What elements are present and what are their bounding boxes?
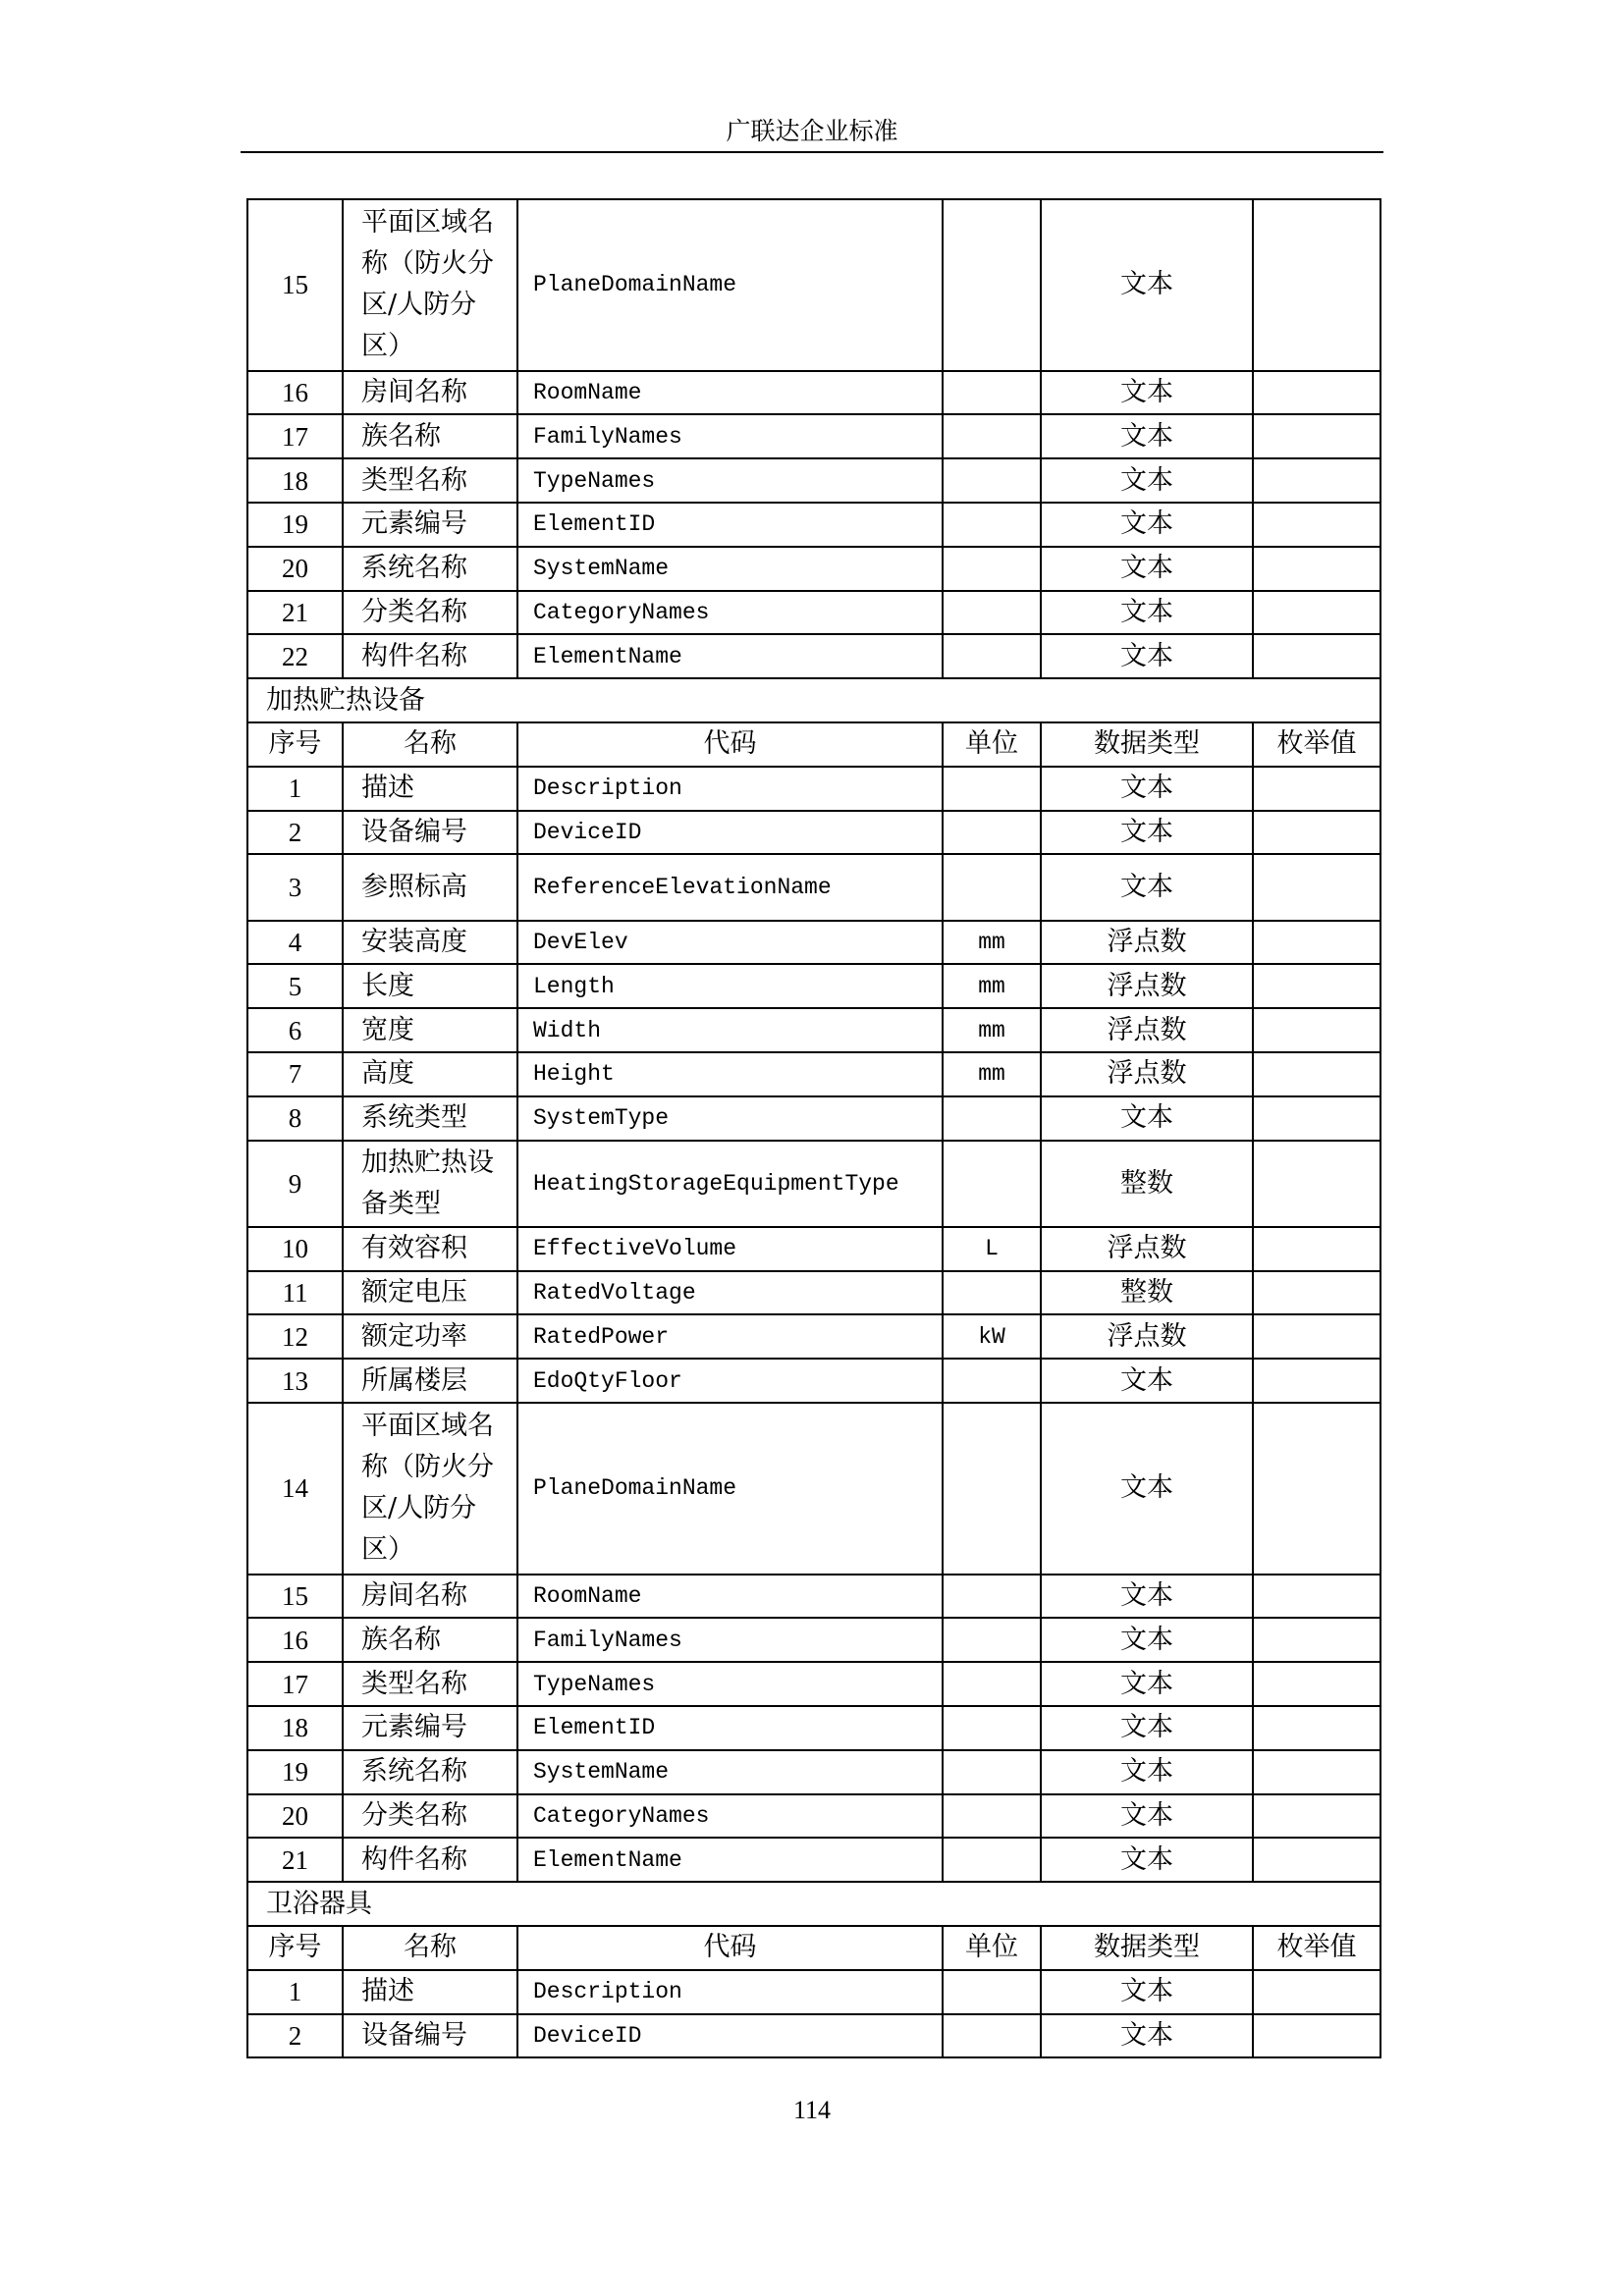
- enum-cell: [1253, 1750, 1380, 1794]
- index-cell: 8: [247, 1096, 343, 1141]
- unit-cell: [943, 199, 1041, 371]
- table-row: [247, 1008, 1380, 1052]
- enum-header: 枚举值: [1253, 722, 1380, 767]
- unit-cell: [943, 767, 1041, 811]
- table-row: [247, 591, 1380, 635]
- index-cell: 2: [247, 2014, 343, 2058]
- enum-cell: [1253, 1970, 1380, 2014]
- unit-cell: [943, 1662, 1041, 1706]
- enum-cell: [1253, 1271, 1380, 1315]
- code-header: 代码: [517, 1926, 943, 1970]
- name-cell: 描述: [343, 1970, 517, 2014]
- enum-cell: [1253, 2014, 1380, 2058]
- unit-cell: [943, 1750, 1041, 1794]
- name-cell: 宽度: [343, 1008, 517, 1052]
- table-row: [247, 964, 1380, 1008]
- data-type-cell: 文本: [1041, 1838, 1253, 1882]
- name-cell: 分类名称: [343, 1794, 517, 1839]
- unit-cell: [943, 591, 1041, 635]
- table-row: [247, 1271, 1380, 1315]
- unit-cell: L: [943, 1227, 1041, 1271]
- name-cell: 族名称: [343, 1618, 517, 1662]
- table-row: [247, 1706, 1380, 1750]
- data-type-header: 数据类型: [1041, 1926, 1253, 1970]
- section-title: 加热贮热设备: [247, 678, 1380, 722]
- table-row: [247, 1794, 1380, 1839]
- index-cell: 17: [247, 414, 343, 458]
- index-cell: 14: [247, 1403, 343, 1575]
- enum-cell: [1253, 1794, 1380, 1839]
- enum-cell: [1253, 1706, 1380, 1750]
- index-cell: 19: [247, 503, 343, 547]
- code-cell: ElementID: [517, 503, 943, 547]
- name-cell: 有效容积: [343, 1227, 517, 1271]
- unit-cell: [943, 1141, 1041, 1227]
- name-cell: 描述: [343, 767, 517, 811]
- table-row: [247, 1227, 1380, 1271]
- name-header: 名称: [343, 1926, 517, 1970]
- page-header-title: 广联达企业标准: [726, 117, 898, 145]
- table-row: [247, 1403, 1380, 1575]
- table-row: [247, 811, 1380, 855]
- name-cell: 元素编号: [343, 503, 517, 547]
- index-cell: 5: [247, 964, 343, 1008]
- name-cell: 构件名称: [343, 634, 517, 678]
- name-header: 名称: [343, 722, 517, 767]
- name-cell: 所属楼层: [343, 1359, 517, 1403]
- enum-cell: [1253, 854, 1380, 920]
- data-type-cell: 文本: [1041, 1403, 1253, 1575]
- code-cell: RoomName: [517, 1575, 943, 1619]
- data-type-cell: 文本: [1041, 458, 1253, 503]
- code-header: 代码: [517, 722, 943, 767]
- name-cell: 系统名称: [343, 547, 517, 591]
- table-row: [247, 1314, 1380, 1359]
- index-cell: 10: [247, 1227, 343, 1271]
- name-cell: 加热贮热设备类型: [343, 1141, 517, 1227]
- data-type-cell: 文本: [1041, 1618, 1253, 1662]
- page-number: 114: [792, 2096, 832, 2124]
- data-type-cell: 浮点数: [1041, 1008, 1253, 1052]
- code-cell: ElementName: [517, 1838, 943, 1882]
- name-cell: 额定功率: [343, 1314, 517, 1359]
- enum-cell: [1253, 591, 1380, 635]
- table-row: [247, 1618, 1380, 1662]
- index-cell: 13: [247, 1359, 343, 1403]
- index-cell: 11: [247, 1271, 343, 1315]
- index-cell: 1: [247, 767, 343, 811]
- table-row: [247, 547, 1380, 591]
- data-type-cell: 浮点数: [1041, 1227, 1253, 1271]
- name-cell: 系统名称: [343, 1750, 517, 1794]
- data-type-cell: 文本: [1041, 634, 1253, 678]
- name-cell: 房间名称: [343, 371, 517, 415]
- data-type-cell: 文本: [1041, 1794, 1253, 1839]
- data-type-cell: 文本: [1041, 547, 1253, 591]
- data-type-cell: 整数: [1041, 1271, 1253, 1315]
- code-cell: TypeNames: [517, 458, 943, 503]
- index-cell: 17: [247, 1662, 343, 1706]
- enum-cell: [1253, 964, 1380, 1008]
- column-header-row: [247, 1926, 1380, 1970]
- name-cell: 额定电压: [343, 1271, 517, 1315]
- table-row: [247, 458, 1380, 503]
- code-cell: RoomName: [517, 371, 943, 415]
- enum-cell: [1253, 1141, 1380, 1227]
- enum-cell: [1253, 1008, 1380, 1052]
- enum-cell: [1253, 1227, 1380, 1271]
- code-cell: Description: [517, 767, 943, 811]
- index-cell: 15: [247, 1575, 343, 1619]
- enum-cell: [1253, 634, 1380, 678]
- table-row: [247, 371, 1380, 415]
- enum-cell: [1253, 1618, 1380, 1662]
- data-type-cell: 浮点数: [1041, 921, 1253, 965]
- name-cell: 平面区域名称（防火分区/人防分区）: [343, 199, 517, 371]
- code-cell: DeviceID: [517, 811, 943, 855]
- enum-cell: [1253, 1838, 1380, 1882]
- code-cell: ElementName: [517, 634, 943, 678]
- index-cell: 18: [247, 458, 343, 503]
- unit-cell: mm: [943, 1052, 1041, 1096]
- index-header: 序号: [247, 1926, 343, 1970]
- unit-cell: [943, 1096, 1041, 1141]
- code-cell: CategoryNames: [517, 1794, 943, 1839]
- data-type-cell: 文本: [1041, 199, 1253, 371]
- unit-cell: [943, 854, 1041, 920]
- code-cell: TypeNames: [517, 1662, 943, 1706]
- data-table: [246, 198, 1381, 2058]
- code-cell: RatedPower: [517, 1314, 943, 1359]
- code-cell: SystemName: [517, 547, 943, 591]
- name-cell: 设备编号: [343, 811, 517, 855]
- name-cell: 安装高度: [343, 921, 517, 965]
- enum-cell: [1253, 503, 1380, 547]
- index-cell: 6: [247, 1008, 343, 1052]
- enum-cell: [1253, 199, 1380, 371]
- unit-header: 单位: [943, 722, 1041, 767]
- data-type-cell: 浮点数: [1041, 1314, 1253, 1359]
- table-row: [247, 767, 1380, 811]
- table-row: [247, 1096, 1380, 1141]
- index-cell: 12: [247, 1314, 343, 1359]
- code-cell: EffectiveVolume: [517, 1227, 943, 1271]
- index-cell: 4: [247, 921, 343, 965]
- code-cell: DevElev: [517, 921, 943, 965]
- code-cell: Width: [517, 1008, 943, 1052]
- data-type-cell: 浮点数: [1041, 964, 1253, 1008]
- data-type-cell: 文本: [1041, 811, 1253, 855]
- code-cell: SystemType: [517, 1096, 943, 1141]
- unit-cell: [943, 458, 1041, 503]
- table-row: [247, 1750, 1380, 1794]
- data-type-cell: 整数: [1041, 1141, 1253, 1227]
- unit-cell: mm: [943, 1008, 1041, 1052]
- index-cell: 7: [247, 1052, 343, 1096]
- index-cell: 22: [247, 634, 343, 678]
- unit-cell: [943, 1970, 1041, 2014]
- unit-cell: [943, 811, 1041, 855]
- index-cell: 3: [247, 854, 343, 920]
- code-cell: RatedVoltage: [517, 1271, 943, 1315]
- code-cell: CategoryNames: [517, 591, 943, 635]
- name-cell: 系统类型: [343, 1096, 517, 1141]
- index-cell: 16: [247, 1618, 343, 1662]
- index-cell: 2: [247, 811, 343, 855]
- name-cell: 族名称: [343, 414, 517, 458]
- section-title-row: [247, 678, 1380, 722]
- enum-cell: [1253, 1052, 1380, 1096]
- code-cell: FamilyNames: [517, 414, 943, 458]
- enum-cell: [1253, 1575, 1380, 1619]
- table-row: [247, 1141, 1380, 1227]
- index-cell: 15: [247, 199, 343, 371]
- header-rule: [241, 151, 1383, 153]
- name-cell: 分类名称: [343, 591, 517, 635]
- column-header-row: [247, 722, 1380, 767]
- table-body: [247, 199, 1380, 2057]
- index-cell: 1: [247, 1970, 343, 2014]
- table-row: [247, 1662, 1380, 1706]
- unit-cell: [943, 414, 1041, 458]
- section-title: 卫浴器具: [247, 1882, 1380, 1926]
- unit-cell: [943, 1359, 1041, 1403]
- table-row: [247, 1052, 1380, 1096]
- name-cell: 参照标高: [343, 854, 517, 920]
- unit-cell: [943, 634, 1041, 678]
- code-cell: DeviceID: [517, 2014, 943, 2058]
- data-type-cell: 文本: [1041, 1970, 1253, 2014]
- enum-cell: [1253, 1314, 1380, 1359]
- code-cell: ElementID: [517, 1706, 943, 1750]
- section-title-row: [247, 1882, 1380, 1926]
- code-cell: HeatingStorageEquipmentType: [517, 1141, 943, 1227]
- table-row: [247, 1359, 1380, 1403]
- name-cell: 类型名称: [343, 1662, 517, 1706]
- index-cell: 21: [247, 591, 343, 635]
- name-cell: 类型名称: [343, 458, 517, 503]
- name-cell: 长度: [343, 964, 517, 1008]
- unit-cell: [943, 503, 1041, 547]
- unit-header: 单位: [943, 1926, 1041, 1970]
- code-cell: ReferenceElevationName: [517, 854, 943, 920]
- data-type-cell: 文本: [1041, 503, 1253, 547]
- enum-cell: [1253, 1359, 1380, 1403]
- unit-cell: [943, 1575, 1041, 1619]
- index-cell: 21: [247, 1838, 343, 1882]
- index-cell: 20: [247, 1794, 343, 1839]
- enum-cell: [1253, 1662, 1380, 1706]
- name-cell: 房间名称: [343, 1575, 517, 1619]
- enum-cell: [1253, 371, 1380, 415]
- table-row: [247, 1575, 1380, 1619]
- unit-cell: kW: [943, 1314, 1041, 1359]
- enum-cell: [1253, 1096, 1380, 1141]
- unit-cell: [943, 1618, 1041, 1662]
- index-cell: 19: [247, 1750, 343, 1794]
- code-cell: PlaneDomainName: [517, 1403, 943, 1575]
- unit-cell: [943, 1794, 1041, 1839]
- enum-cell: [1253, 547, 1380, 591]
- data-type-cell: 文本: [1041, 854, 1253, 920]
- data-type-cell: 文本: [1041, 767, 1253, 811]
- name-cell: 平面区域名称（防火分区/人防分区）: [343, 1403, 517, 1575]
- name-cell: 高度: [343, 1052, 517, 1096]
- data-type-cell: 文本: [1041, 1575, 1253, 1619]
- table-row: [247, 199, 1380, 371]
- index-cell: 16: [247, 371, 343, 415]
- unit-cell: [943, 1271, 1041, 1315]
- table-row: [247, 1838, 1380, 1882]
- index-cell: 20: [247, 547, 343, 591]
- unit-cell: [943, 1403, 1041, 1575]
- code-cell: Height: [517, 1052, 943, 1096]
- table-row: [247, 634, 1380, 678]
- data-type-cell: 文本: [1041, 371, 1253, 415]
- enum-cell: [1253, 1403, 1380, 1575]
- data-type-cell: 文本: [1041, 414, 1253, 458]
- enum-cell: [1253, 811, 1380, 855]
- enum-cell: [1253, 458, 1380, 503]
- data-type-cell: 文本: [1041, 1096, 1253, 1141]
- data-type-header: 数据类型: [1041, 722, 1253, 767]
- data-type-cell: 浮点数: [1041, 1052, 1253, 1096]
- data-type-cell: 文本: [1041, 1706, 1253, 1750]
- unit-cell: [943, 2014, 1041, 2058]
- data-type-cell: 文本: [1041, 1750, 1253, 1794]
- unit-cell: mm: [943, 964, 1041, 1008]
- data-type-cell: 文本: [1041, 1662, 1253, 1706]
- code-cell: EdoQtyFloor: [517, 1359, 943, 1403]
- code-cell: Description: [517, 1970, 943, 2014]
- index-cell: 9: [247, 1141, 343, 1227]
- table-row: [247, 2014, 1380, 2058]
- enum-cell: [1253, 767, 1380, 811]
- name-cell: 构件名称: [343, 1838, 517, 1882]
- table-row: [247, 921, 1380, 965]
- code-cell: FamilyNames: [517, 1618, 943, 1662]
- table-row: [247, 414, 1380, 458]
- code-cell: Length: [517, 964, 943, 1008]
- unit-cell: mm: [943, 921, 1041, 965]
- name-cell: 元素编号: [343, 1706, 517, 1750]
- index-cell: 18: [247, 1706, 343, 1750]
- enum-header: 枚举值: [1253, 1926, 1380, 1970]
- unit-cell: [943, 1706, 1041, 1750]
- unit-cell: [943, 371, 1041, 415]
- table-row: [247, 503, 1380, 547]
- table-row: [247, 1970, 1380, 2014]
- unit-cell: [943, 1838, 1041, 1882]
- table-row: [247, 854, 1380, 920]
- enum-cell: [1253, 414, 1380, 458]
- enum-cell: [1253, 921, 1380, 965]
- data-type-cell: 文本: [1041, 591, 1253, 635]
- data-type-cell: 文本: [1041, 2014, 1253, 2058]
- code-cell: SystemName: [517, 1750, 943, 1794]
- data-type-cell: 文本: [1041, 1359, 1253, 1403]
- index-header: 序号: [247, 722, 343, 767]
- code-cell: PlaneDomainName: [517, 199, 943, 371]
- unit-cell: [943, 547, 1041, 591]
- name-cell: 设备编号: [343, 2014, 517, 2058]
